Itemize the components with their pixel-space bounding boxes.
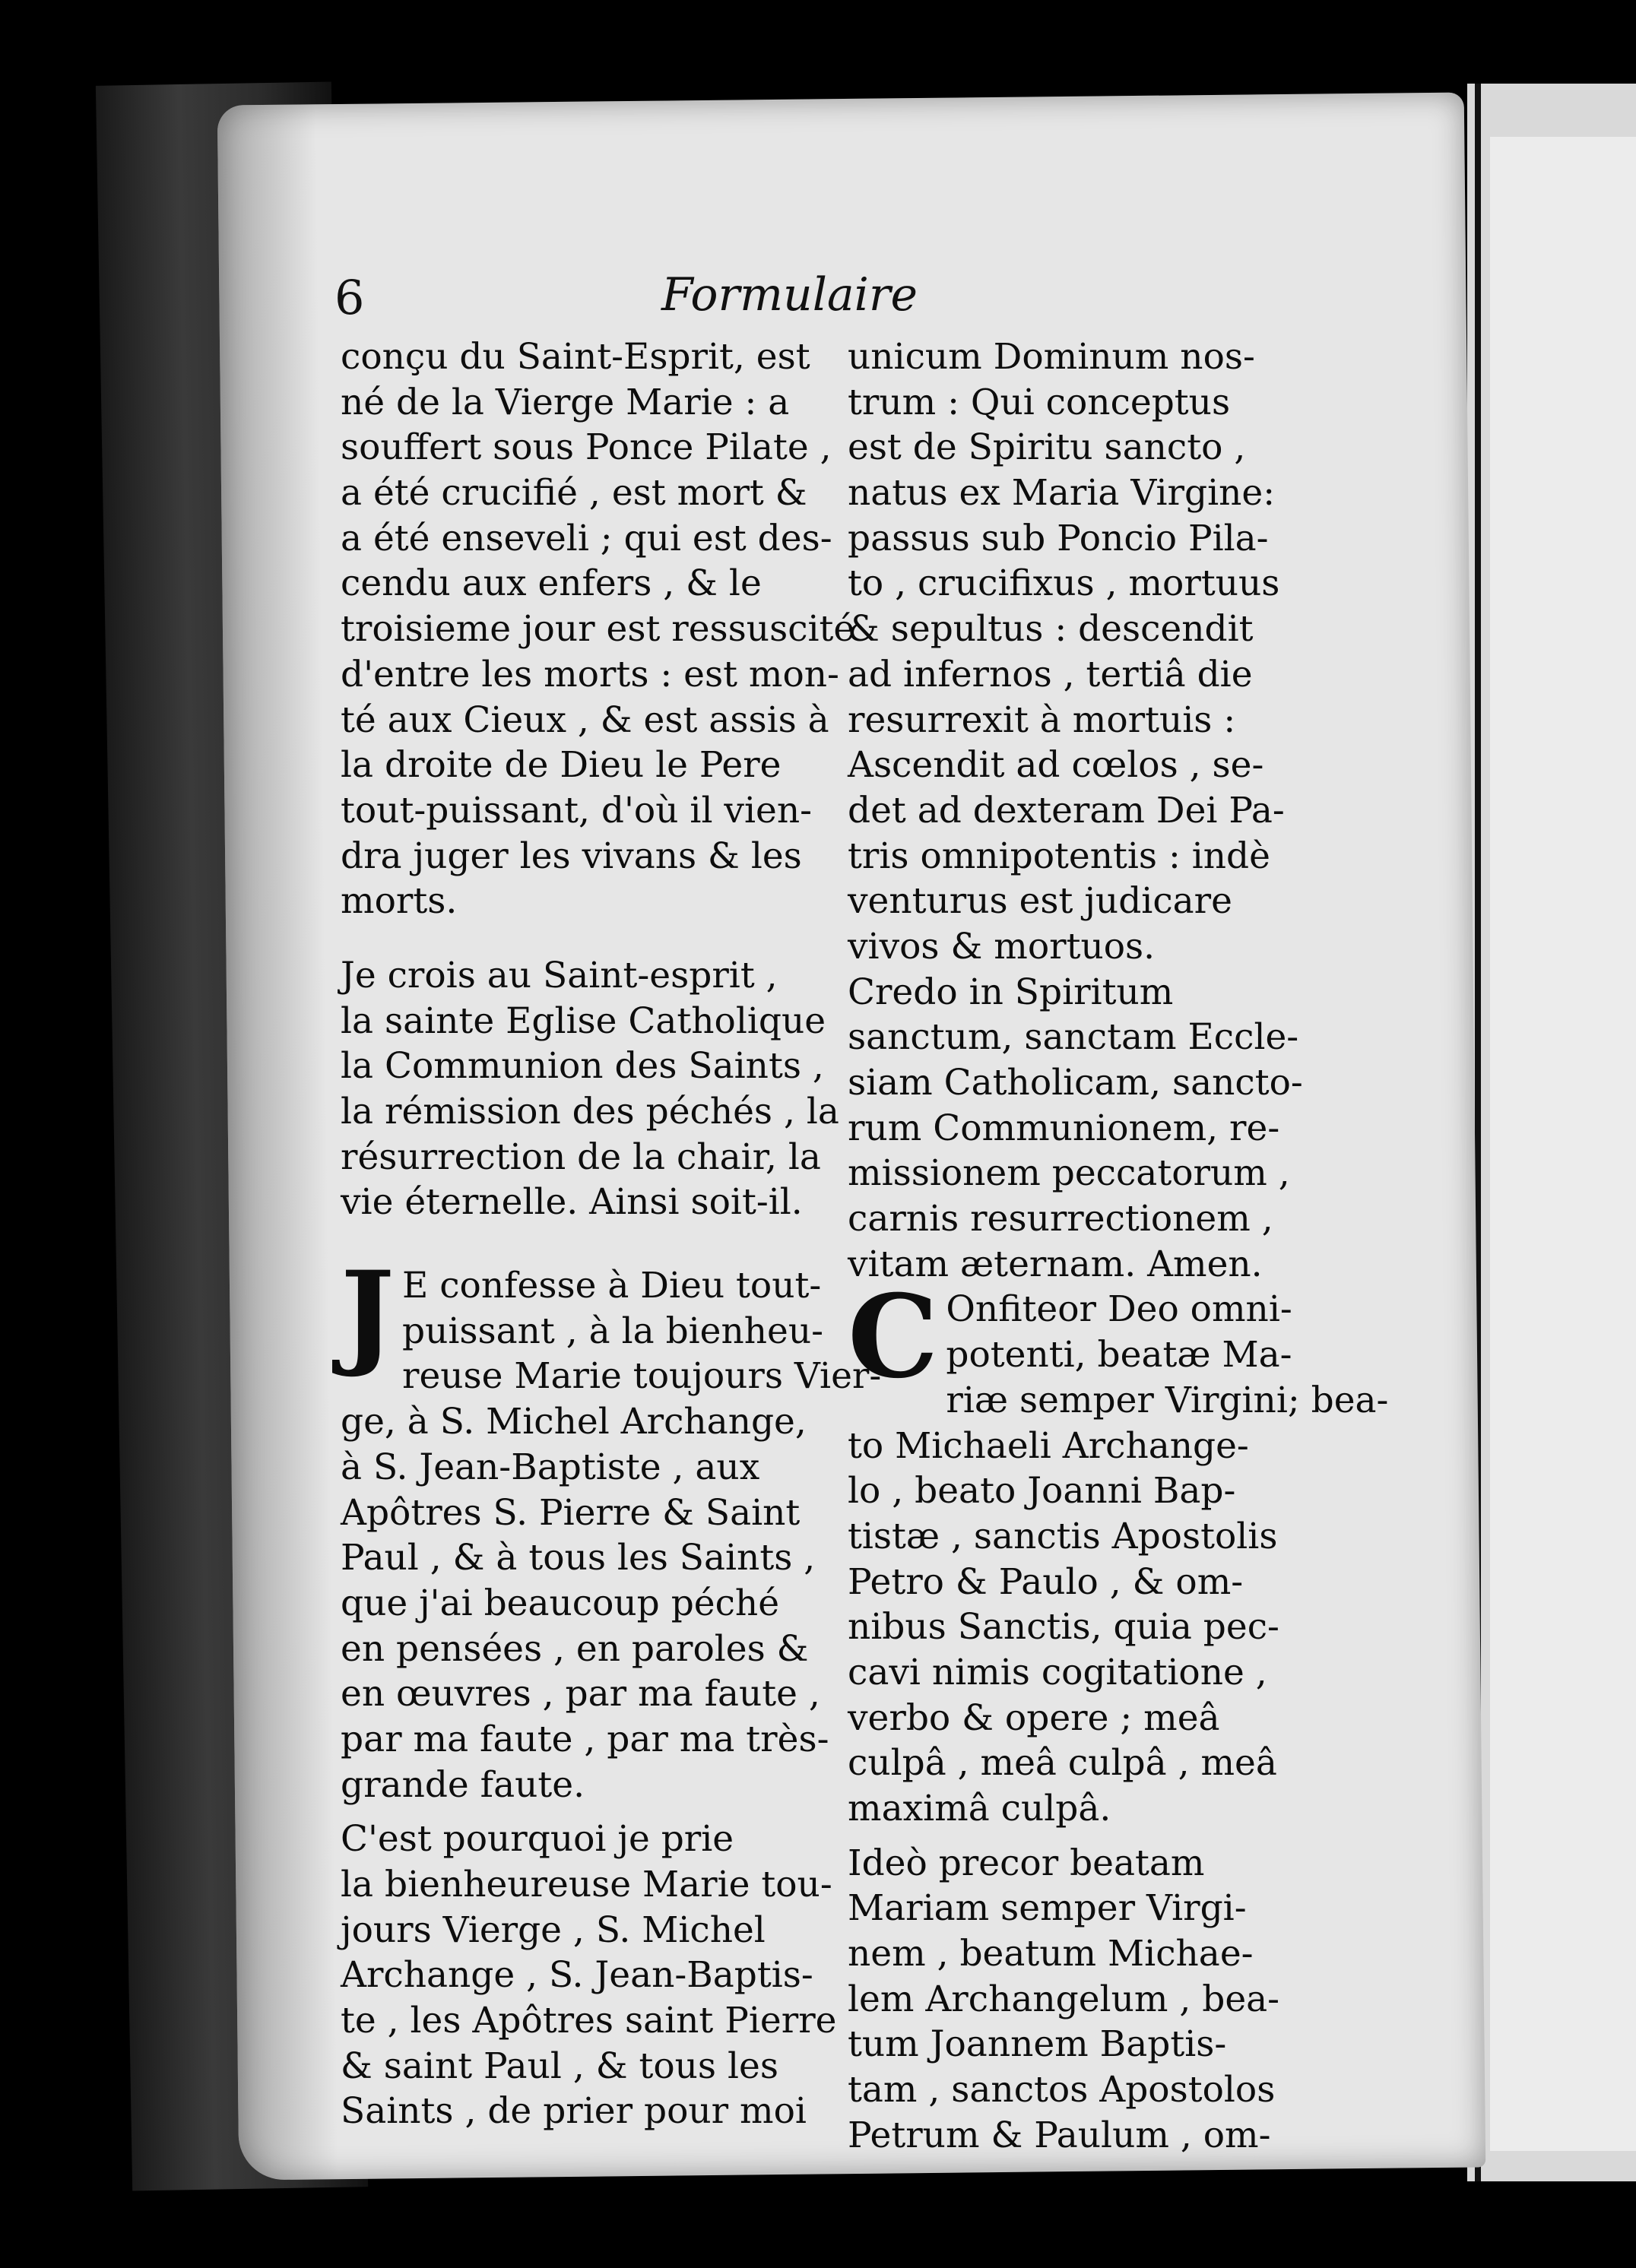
text-line: Je crois au Saint-esprit , [341, 954, 778, 996]
text-line: venturus est judicare [848, 880, 1232, 923]
text-line: la rémission des péchés , la [341, 1091, 839, 1132]
text-line: en pensées , en paroles & [341, 1627, 809, 1670]
text-line: verbo & opere ; meâ [848, 1696, 1220, 1739]
french-column [341, 334, 882, 2134]
french-paragraph [341, 1817, 837, 2134]
text-line: cendu aux enfers , & le [341, 562, 762, 605]
text-line: potenti, beatæ Ma- [946, 1334, 1292, 1376]
latin-paragraph [848, 970, 1303, 1288]
drop-cap: C [848, 1270, 939, 1405]
latin-paragraph [848, 334, 1296, 970]
text-line: la bienheureuse Marie tou- [341, 1864, 832, 1905]
paragraph-gap [848, 1832, 1296, 1841]
text-line: culpâ , meâ culpâ , meâ [848, 1742, 1277, 1785]
text-line: & sepultus : descendit [848, 608, 1254, 651]
page-header [334, 270, 943, 331]
french-paragraph [341, 953, 839, 1225]
text-line: la Communion des Saints , [341, 1045, 824, 1088]
text-line: par ma faute , par ma très- [341, 1718, 829, 1760]
latin-column [848, 334, 1389, 2159]
text-line: dra juger les vivans & les [341, 835, 802, 877]
text-line: nibus Sanctis, quia pec- [848, 1606, 1279, 1649]
text-line: riæ semper Virgini; bea- [946, 1379, 1389, 1421]
text-line: Onfiteor Deo omni- [946, 1288, 1292, 1331]
text-line: trum : Qui conceptus [848, 381, 1231, 423]
text-line: & saint Paul , & tous les [341, 2045, 778, 2087]
text-line: natus ex Maria Virgine: [848, 472, 1276, 515]
text-line: Apôtres S. Pierre & Saint [341, 1491, 801, 1534]
text-line: tout-puissant, d'où il vien- [341, 789, 812, 831]
text-line: souffert sous Ponce Pilate , [341, 426, 832, 469]
text-line: conçu du Saint-Esprit, est [341, 336, 810, 378]
text-line: tam , sanctos Apostolos [848, 2069, 1276, 2111]
text-line: C'est pourquoi je prie [341, 1818, 734, 1861]
text-line: unicum Dominum nos- [848, 336, 1255, 378]
text-line: vitam æternam. Amen. [848, 1243, 1263, 1285]
page-number: 6 [334, 270, 365, 325]
text-line: det ad dexteram Dei Pa- [848, 789, 1285, 831]
text-line: passus sub Poncio Pila- [848, 517, 1269, 559]
latin-paragraph [848, 1841, 1296, 2159]
paragraph-gap [341, 924, 820, 953]
text-line: né de la Vierge Marie : a [341, 381, 790, 423]
text-line: té aux Cieux , & est assis à [341, 698, 829, 741]
text-line: puissant , à la bienheu- [401, 1310, 824, 1352]
text-line: lem Archangelum , bea- [848, 1978, 1280, 2020]
text-line: E confesse à Dieu tout- [401, 1265, 822, 1307]
paragraph-gap [341, 1225, 820, 1263]
text-line: missionem peccatorum , [848, 1152, 1290, 1195]
text-line: Ascendit ad cœlos , se- [848, 744, 1264, 787]
text-line: maximâ culpâ. [848, 1788, 1111, 1829]
text-line: Mariam semper Virgi- [848, 1887, 1247, 1930]
text-line: d'entre les morts : est mon- [341, 653, 839, 695]
text-line: lo , beato Joanni Bap- [848, 1470, 1236, 1513]
text-line: cavi nimis cogitatione , [848, 1651, 1267, 1693]
text-line: a été enseveli ; qui est des- [341, 517, 832, 559]
text-line: à S. Jean-Baptiste , aux [341, 1446, 760, 1488]
facing-page [1490, 137, 1636, 2151]
text-line: vivos & mortuos. [848, 925, 1156, 968]
text-line: reuse Marie toujours Vier- [401, 1355, 882, 1398]
text-line: Credo in Spiritum [848, 971, 1174, 1013]
text-line: a été crucifié , est mort & [341, 472, 807, 515]
latin-paragraph [848, 1270, 1389, 1831]
text-line: Archange , S. Jean-Baptis- [341, 1954, 813, 1997]
text-line: to Michaeli Archange- [848, 1424, 1249, 1467]
text-line: est de Spiritu sancto , [848, 426, 1246, 469]
french-paragraph [341, 1246, 882, 1807]
text-line: la sainte Eglise Catholique [341, 999, 826, 1042]
text-line: tum Joannem Baptis- [848, 2023, 1227, 2066]
text-line: te , les Apôtres saint Pierre [341, 2000, 837, 2042]
text-line: to , crucifixus , mortuus [848, 562, 1280, 605]
text-line: siam Catholicam, sancto- [848, 1062, 1303, 1104]
facing-page-edge [1467, 84, 1636, 2181]
text-line: Petrum & Paulum , om- [848, 2114, 1271, 2156]
text-line: vie éternelle. Ainsi soit-il. [341, 1181, 803, 1224]
text-line: en œuvres , par ma faute , [341, 1673, 820, 1715]
running-title: Formulaire [661, 268, 918, 322]
text-line: ge, à S. Michel Archange, [341, 1401, 807, 1443]
text-line: résurrection de la chair, la [341, 1136, 821, 1178]
text-line: que j'ai beaucoup péché [341, 1582, 780, 1624]
text-line: tris omnipotentis : indè [848, 835, 1270, 877]
text-line: tistæ , sanctis Apostolis [848, 1515, 1278, 1557]
text-line: carnis resurrectionem , [848, 1198, 1273, 1240]
text-line: rum Communionem, re- [848, 1107, 1280, 1149]
text-line: morts. [341, 880, 458, 923]
text-line: sanctum, sanctam Eccle- [848, 1016, 1299, 1059]
french-paragraph [341, 334, 855, 924]
text-line: resurrexit à mortuis : [848, 698, 1236, 741]
text-line: grande faute. [341, 1763, 585, 1806]
paragraph-gap [341, 1807, 820, 1817]
text-line: la droite de Dieu le Pere [341, 744, 782, 787]
text-line: Petro & Paulo , & om- [848, 1560, 1244, 1603]
text-line: jours Vierge , S. Michel [341, 1908, 766, 1951]
text-line: Ideò precor beatam [848, 1842, 1205, 1884]
text-line: troisieme jour est ressuscité [341, 608, 855, 651]
drop-cap: J [341, 1246, 395, 1381]
text-line: Saints , de prier pour moi [341, 2090, 807, 2133]
text-line: ad infernos , tertiâ die [848, 653, 1253, 695]
text-line: nem , beatum Michae- [848, 1933, 1254, 1975]
text-line: Paul , & à tous les Saints , [341, 1537, 816, 1579]
